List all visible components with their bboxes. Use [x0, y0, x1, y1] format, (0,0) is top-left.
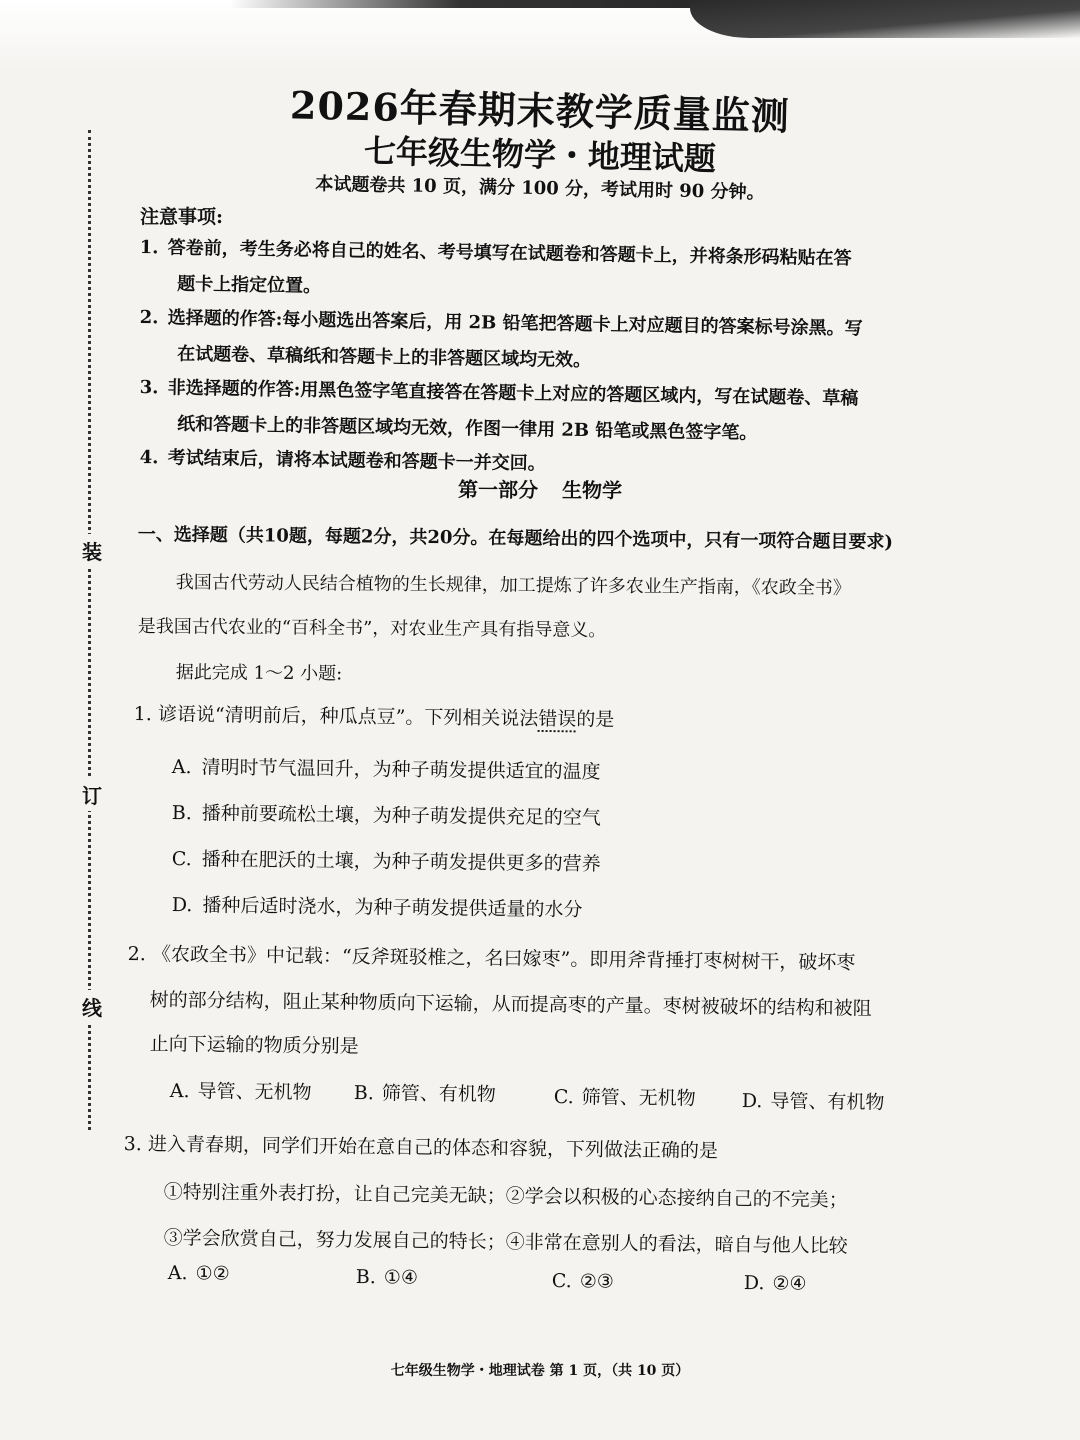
section-title [0, 470, 1080, 507]
note-number: 1. [139, 236, 159, 259]
question-2-stem-line-3: 止向下运输的物质分别是 [149, 1032, 359, 1058]
question-stem-line: 进入青春期，同学们开始在意自己的体态和容貌，下列做法正确的是 [147, 1133, 719, 1163]
page-footer: 七年级生物学・地理试卷 第 1 页，（共 10 页） [390, 1363, 690, 1379]
question-3-statement-line-2: ③学会欣赏自己，努力发展自己的特长；④非常在意别人的看法，暗自与他人比较 [163, 1226, 848, 1258]
option-text: 播种在肥沃的土壤，为种子萌发提供更多的营养 [201, 848, 601, 876]
option-letter: C. [553, 1085, 574, 1109]
q3-option-d[interactable] [744, 1272, 807, 1295]
question-2-stem [128, 934, 948, 984]
question-1-stem [134, 694, 934, 744]
option-text: 导管、有机物 [770, 1090, 885, 1114]
option-text: 播种后适时浇水，为种子萌发提供适量的水分 [202, 894, 583, 922]
notes-heading: 注意事项: [140, 206, 224, 228]
question-stem-emphasis: 错误 [538, 707, 577, 731]
option-letter: D. [741, 1089, 763, 1113]
option-text: ②③ [579, 1270, 614, 1293]
q3-option-a[interactable] [168, 1262, 230, 1285]
question-number: 2. [127, 942, 147, 966]
intro-line-1: 我国古代劳动人民结合植物的生长规律，加工提炼了许多农业生产指南，《农政全书》 [175, 571, 851, 599]
q3-option-c[interactable] [552, 1270, 614, 1293]
intro-line-3: 据此完成 1～2 小题: [175, 661, 343, 685]
option-letter: B. [355, 1266, 377, 1289]
option-text: 筛管、无机物 [581, 1086, 696, 1110]
option-letter: C. [171, 847, 192, 871]
intro-line-2: 是我国古代农业的“百科全书”，对农业生产具有指导意义。 [137, 615, 607, 642]
option-text: ②④ [772, 1272, 807, 1295]
option-letter: A. [171, 755, 192, 779]
option-letter: C. [551, 1270, 572, 1293]
question-stem-prefix: 谚语说“清明前后，种瓜点豆”。下列相关说法 [157, 703, 539, 730]
q1-option-d[interactable] [172, 890, 583, 922]
note-number: 4. [139, 446, 159, 469]
binding-dotted-line [88, 130, 91, 1130]
note-line: 题卡上指定位置。 [176, 273, 322, 297]
option-letter: D. [743, 1272, 765, 1295]
margin-char-ding: 订 [82, 778, 102, 811]
section-part: 第一部分 [457, 477, 539, 502]
question-3-statement-line-1: ①特别注重外表打扮，让自己完美无缺；②学会以积极的心态接纳自己的不完美； [163, 1180, 848, 1212]
scan-shadow-corner [690, 0, 1080, 38]
question-stem-suffix: 的是 [576, 708, 615, 731]
option-letter: A. [169, 1079, 190, 1103]
scan-shadow-edge [230, 0, 690, 8]
q2-option-d[interactable] [742, 1086, 885, 1115]
question-stem-line: 《农政全书》中记载：“反斧斑驳椎之，名曰嫁枣”。即用斧背捶打枣树树干，破坏枣 [151, 943, 856, 974]
q3-option-b[interactable] [356, 1266, 418, 1289]
note-line: 纸和答题卡上的非答题区域均无效，作图一律用 2B 铅笔或黑色签字笔。 [176, 413, 758, 444]
note-number: 2. [139, 306, 159, 329]
margin-char-xian: 线 [82, 990, 102, 1023]
q2-option-c[interactable] [554, 1082, 696, 1111]
note-number: 3. [139, 376, 159, 399]
option-letter: D. [171, 893, 193, 917]
section-name: 生物学 [561, 478, 623, 503]
option-letter: A. [167, 1262, 188, 1285]
exam-info: 本试题卷共 10 页，满分 100 分，考试用时 90 分钟。 [315, 173, 765, 204]
question-3-stem [124, 1124, 944, 1174]
q2-option-a[interactable] [170, 1076, 312, 1105]
option-letter: B. [353, 1081, 374, 1105]
note-line: 选择题的作答:每小题选出答案后，用 2B 铅笔把答题卡上对应题目的答案标号涂黑。写 [167, 307, 863, 340]
note-line: 答卷前，考生务必将自己的姓名、考号填写在试题卷和答题卡上，并将条形码粘贴在答 [167, 237, 852, 270]
option-text: 清明时节气温回升，为种子萌发提供适宜的温度 [201, 756, 601, 784]
option-text: 播种前要疏松土壤，为种子萌发提供充足的空气 [201, 802, 601, 830]
note-line: 在试题卷、草稿纸和答题卡上的非答题区域均无效。 [176, 343, 592, 372]
question-number: 3. [123, 1132, 143, 1156]
q2-option-b[interactable] [354, 1078, 496, 1107]
option-text: 导管、无机物 [197, 1080, 312, 1104]
option-letter: B. [171, 801, 192, 825]
option-text: ①② [195, 1262, 230, 1285]
exam-title: 2026年春期末教学质量监测 [289, 82, 791, 139]
question-2-stem-line-2: 树的部分结构，阻止某种物质向下运输，从而提高枣的产量。枣树被破坏的结构和被阻 [149, 988, 872, 1020]
q1-option-b[interactable] [172, 798, 601, 830]
q1-option-c[interactable] [172, 844, 601, 876]
q1-option-a[interactable] [172, 752, 601, 784]
question-number: 1. [133, 702, 153, 726]
note-line: 非选择题的作答:用黑色签字笔直接答在答题卡上对应的答题区域内，写在试题卷、草稿 [167, 377, 859, 410]
exam-subtitle: 七年级生物学・地理试题 [363, 132, 717, 178]
note-line: 考试结束后，请将本试题卷和答题卡一并交回。 [167, 447, 546, 475]
margin-char-zhuang: 装 [82, 534, 102, 567]
option-text: 筛管、有机物 [381, 1082, 496, 1106]
part-heading: 一、选择题（共10题，每题2分，共20分。在每题给出的四个选项中，只有一项符合题目要求) [137, 523, 894, 553]
option-text: ①④ [383, 1266, 419, 1289]
